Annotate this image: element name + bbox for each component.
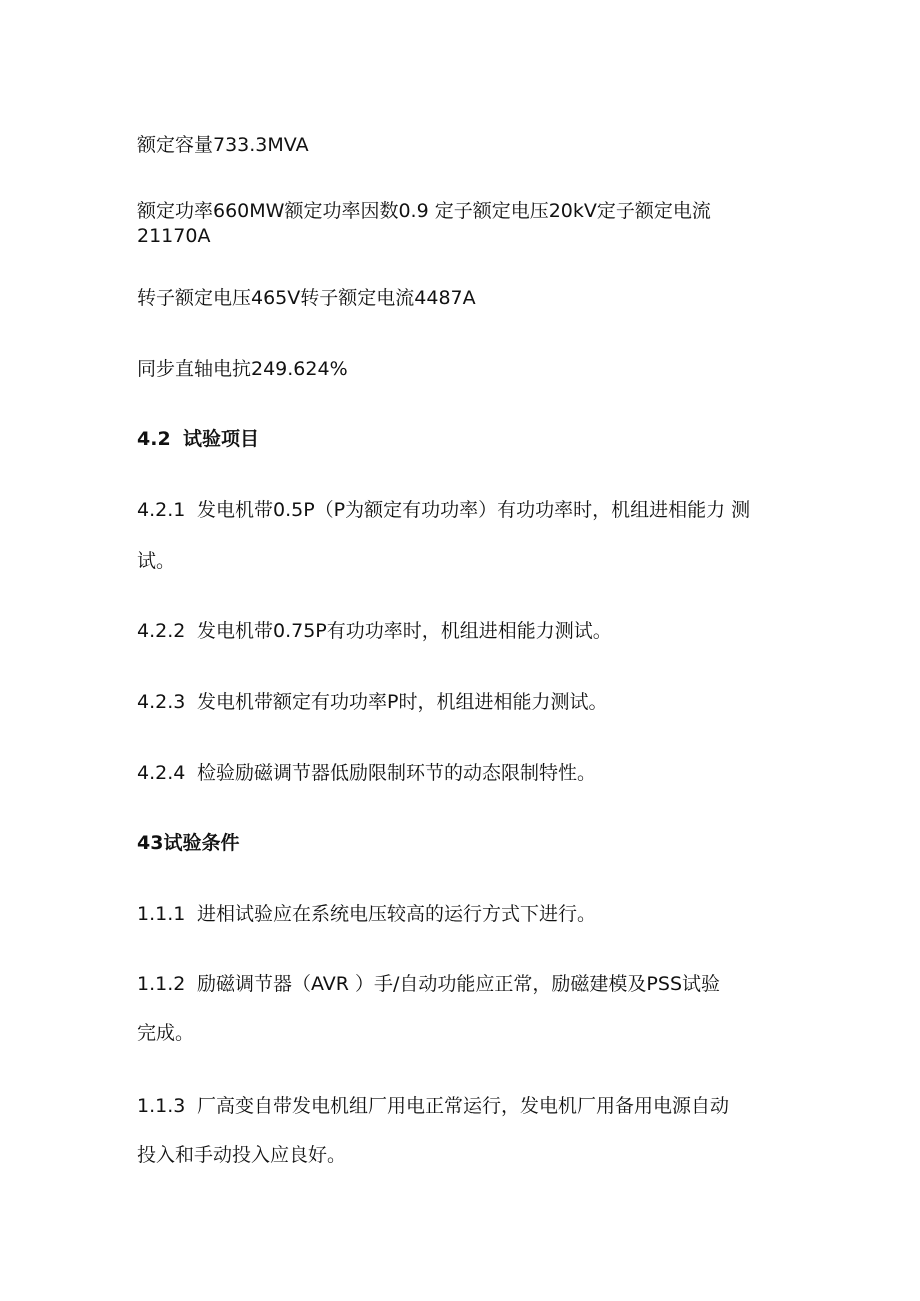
list-item-4-2-2 <box>137 619 612 643</box>
section-heading-4-3: 43试验条件 <box>137 832 240 854</box>
item-number: 4.2.1 <box>137 499 186 521</box>
item-text: 发电机带额定有功功率P时，机组进相能力测试。 <box>197 691 608 713</box>
section-title: 试验项目 <box>183 428 260 450</box>
list-item-1-1-3 <box>137 1094 729 1118</box>
list-item-1-1-3-continuation: 投入和手动投入应良好。 <box>137 1144 347 1166</box>
item-text: 厂高变自带发电机组厂用电正常运行，发电机厂用备用电源自动 <box>197 1095 730 1117</box>
section-number: 4.2 <box>137 428 171 450</box>
item-number: 4.2.2 <box>137 620 186 642</box>
list-item-4-2-1-continuation: 试。 <box>137 550 176 572</box>
rotor-rating: 转子额定电压465V转子额定电流4487A <box>137 287 476 309</box>
item-number: 4.2.4 <box>137 762 186 784</box>
rated-capacity: 额定容量733.3MVA <box>137 134 309 156</box>
item-text: 进相试验应在系统电压较高的运行方式下进行。 <box>197 903 597 925</box>
list-item-4-2-4 <box>137 761 596 785</box>
item-text: 发电机带0.75P有功功率时，机组进相能力测试。 <box>197 620 612 642</box>
item-text: 检验励磁调节器低励限制环节的动态限制特性。 <box>197 762 597 784</box>
item-text: 励磁调节器（AVR ）手/自动功能应正常，励磁建模及PSS试验 <box>197 973 721 995</box>
item-number: 1.1.1 <box>137 903 186 925</box>
list-item-4-2-3 <box>137 690 607 714</box>
item-number: 4.2.3 <box>137 691 186 713</box>
rated-power-line: 额定功率660MW额定功率因数0.9 定子额定电压20kV定子额定电流 <box>137 200 711 222</box>
list-item-1-1-1 <box>137 902 596 926</box>
list-item-1-1-2 <box>137 972 720 996</box>
item-number: 1.1.2 <box>137 973 186 995</box>
list-item-1-1-2-continuation: 完成。 <box>137 1022 195 1044</box>
item-number: 1.1.3 <box>137 1095 186 1117</box>
item-text: 发电机带0.5P（P为额定有功功率）有功功率时，机组进相能力 测 <box>197 499 751 521</box>
section-heading-4-2 <box>137 427 259 451</box>
rated-current-line: 21170A <box>137 225 211 247</box>
list-item-4-2-1 <box>137 498 750 522</box>
direct-axis-reactance: 同步直轴电抗249.624% <box>137 358 348 380</box>
